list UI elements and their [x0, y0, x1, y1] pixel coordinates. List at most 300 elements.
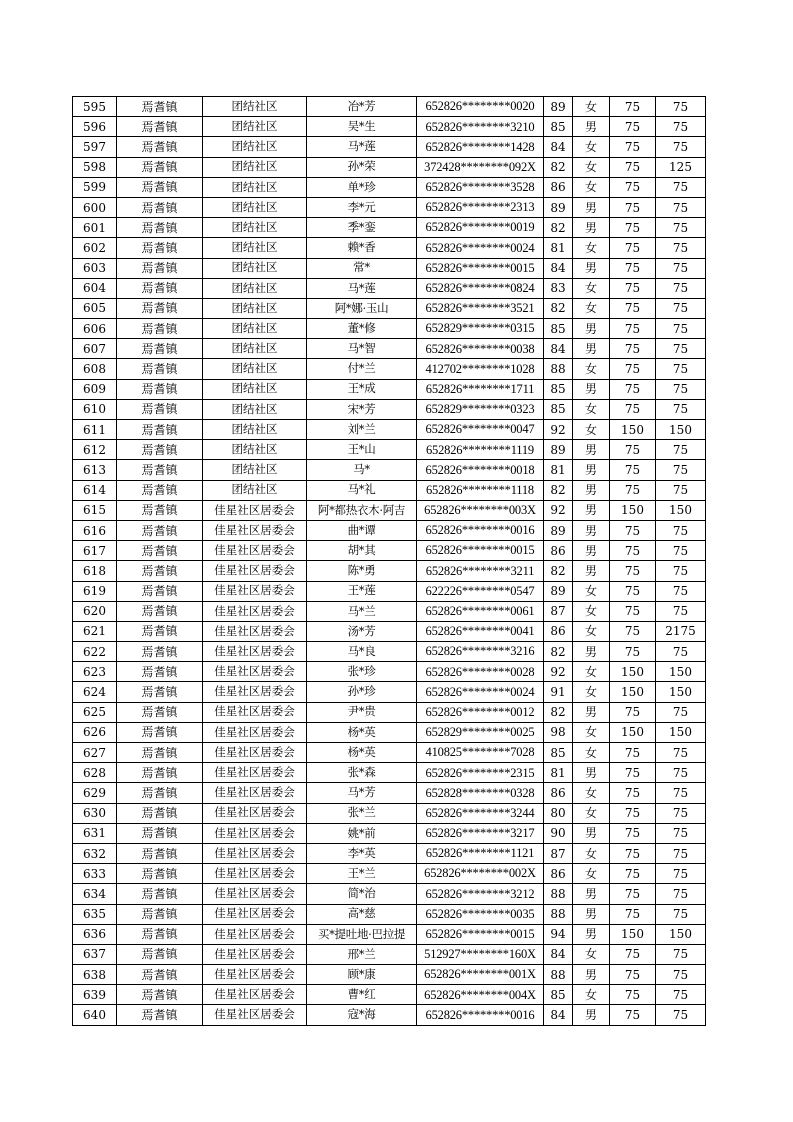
community-name-cell: 佳星社区居委会: [203, 884, 307, 904]
age-cell: 84: [544, 258, 573, 278]
total-subsidy-cell: 75: [656, 137, 706, 157]
person-name-cell: 马*: [307, 460, 417, 480]
town-name-cell: 焉耆镇: [117, 480, 203, 500]
monthly-subsidy-cell: 75: [610, 238, 656, 258]
gender-cell: 女: [573, 803, 610, 823]
monthly-subsidy-cell: 75: [610, 298, 656, 318]
monthly-subsidy-cell: 150: [610, 662, 656, 682]
row-number-cell: 629: [73, 783, 117, 803]
monthly-subsidy-cell: 75: [610, 541, 656, 561]
community-name-cell: 团结社区: [203, 197, 307, 217]
monthly-subsidy-cell: 75: [610, 117, 656, 137]
row-number-cell: 595: [73, 97, 117, 117]
row-number-cell: 634: [73, 884, 117, 904]
community-name-cell: 团结社区: [203, 460, 307, 480]
monthly-subsidy-cell: 75: [610, 339, 656, 359]
monthly-subsidy-cell: 75: [610, 218, 656, 238]
town-name-cell: 焉耆镇: [117, 561, 203, 581]
town-name-cell: 焉耆镇: [117, 965, 203, 985]
age-cell: 84: [544, 1005, 573, 1025]
gender-cell: 男: [573, 924, 610, 944]
person-name-cell: 胡*其: [307, 541, 417, 561]
gender-cell: 男: [573, 561, 610, 581]
row-number-cell: 609: [73, 379, 117, 399]
monthly-subsidy-cell: 75: [610, 480, 656, 500]
town-name-cell: 焉耆镇: [117, 157, 203, 177]
person-name-cell: 寇*海: [307, 1005, 417, 1025]
total-subsidy-cell: 75: [656, 177, 706, 197]
town-name-cell: 焉耆镇: [117, 500, 203, 520]
id-number-cell: 652826********003X: [417, 500, 544, 520]
monthly-subsidy-cell: 75: [610, 702, 656, 722]
gender-cell: 女: [573, 722, 610, 742]
row-number-cell: 615: [73, 500, 117, 520]
id-number-cell: 652826********2315: [417, 763, 544, 783]
total-subsidy-cell: 75: [656, 944, 706, 964]
age-cell: 88: [544, 884, 573, 904]
community-name-cell: 佳星社区居委会: [203, 601, 307, 621]
gender-cell: 女: [573, 359, 610, 379]
monthly-subsidy-cell: 75: [610, 965, 656, 985]
community-name-cell: 团结社区: [203, 399, 307, 419]
person-name-cell: 赖*香: [307, 238, 417, 258]
monthly-subsidy-cell: 75: [610, 904, 656, 924]
total-subsidy-cell: 75: [656, 520, 706, 540]
monthly-subsidy-cell: 75: [610, 642, 656, 662]
id-number-cell: 652826********0824: [417, 278, 544, 298]
town-name-cell: 焉耆镇: [117, 238, 203, 258]
table-row: [73, 319, 706, 339]
community-name-cell: 佳星社区居委会: [203, 944, 307, 964]
age-cell: 87: [544, 601, 573, 621]
person-name-cell: 阿*都热衣木·阿吉: [307, 500, 417, 520]
table-row: [73, 480, 706, 500]
community-name-cell: 佳星社区居委会: [203, 904, 307, 924]
monthly-subsidy-cell: 75: [610, 601, 656, 621]
town-name-cell: 焉耆镇: [117, 420, 203, 440]
total-subsidy-cell: 75: [656, 359, 706, 379]
table-row: [73, 985, 706, 1005]
town-name-cell: 焉耆镇: [117, 278, 203, 298]
community-name-cell: 佳星社区居委会: [203, 662, 307, 682]
gender-cell: 女: [573, 601, 610, 621]
age-cell: 88: [544, 965, 573, 985]
id-number-cell: 652826********0016: [417, 520, 544, 540]
town-name-cell: 焉耆镇: [117, 218, 203, 238]
age-cell: 88: [544, 359, 573, 379]
person-name-cell: 李*元: [307, 197, 417, 217]
table-row: [73, 763, 706, 783]
row-number-cell: 628: [73, 763, 117, 783]
total-subsidy-cell: 75: [656, 601, 706, 621]
community-name-cell: 佳星社区居委会: [203, 702, 307, 722]
person-name-cell: 张*森: [307, 763, 417, 783]
gender-cell: 男: [573, 884, 610, 904]
gender-cell: 男: [573, 117, 610, 137]
table-row: [73, 339, 706, 359]
gender-cell: 男: [573, 339, 610, 359]
monthly-subsidy-cell: 75: [610, 1005, 656, 1025]
total-subsidy-cell: 75: [656, 743, 706, 763]
total-subsidy-cell: 75: [656, 561, 706, 581]
total-subsidy-cell: 75: [656, 460, 706, 480]
row-number-cell: 610: [73, 399, 117, 419]
gender-cell: 女: [573, 843, 610, 863]
person-name-cell: 张*兰: [307, 803, 417, 823]
town-name-cell: 焉耆镇: [117, 783, 203, 803]
row-number-cell: 600: [73, 197, 117, 217]
monthly-subsidy-cell: 75: [610, 803, 656, 823]
total-subsidy-cell: 150: [656, 500, 706, 520]
total-subsidy-cell: 75: [656, 258, 706, 278]
table-row: [73, 561, 706, 581]
gender-cell: 男: [573, 763, 610, 783]
row-number-cell: 598: [73, 157, 117, 177]
town-name-cell: 焉耆镇: [117, 379, 203, 399]
row-number-cell: 621: [73, 621, 117, 641]
age-cell: 85: [544, 399, 573, 419]
town-name-cell: 焉耆镇: [117, 944, 203, 964]
community-name-cell: 佳星社区居委会: [203, 803, 307, 823]
total-subsidy-cell: 150: [656, 682, 706, 702]
table-row: [73, 642, 706, 662]
community-name-cell: 佳星社区居委会: [203, 843, 307, 863]
id-number-cell: 652826********1711: [417, 379, 544, 399]
table-row: [73, 177, 706, 197]
person-name-cell: 马*礼: [307, 480, 417, 500]
community-name-cell: 佳星社区居委会: [203, 621, 307, 641]
id-number-cell: 652826********0041: [417, 621, 544, 641]
gender-cell: 男: [573, 440, 610, 460]
community-name-cell: 佳星社区居委会: [203, 924, 307, 944]
row-number-cell: 620: [73, 601, 117, 621]
person-name-cell: 王*成: [307, 379, 417, 399]
table-row: [73, 258, 706, 278]
age-cell: 92: [544, 420, 573, 440]
monthly-subsidy-cell: 75: [610, 137, 656, 157]
town-name-cell: 焉耆镇: [117, 319, 203, 339]
row-number-cell: 617: [73, 541, 117, 561]
table-row: [73, 924, 706, 944]
table-row: [73, 500, 706, 520]
monthly-subsidy-cell: 75: [610, 440, 656, 460]
total-subsidy-cell: 75: [656, 783, 706, 803]
town-name-cell: 焉耆镇: [117, 924, 203, 944]
gender-cell: 男: [573, 520, 610, 540]
community-name-cell: 团结社区: [203, 420, 307, 440]
age-cell: 86: [544, 621, 573, 641]
gender-cell: 男: [573, 823, 610, 843]
community-name-cell: 佳星社区居委会: [203, 783, 307, 803]
age-cell: 82: [544, 480, 573, 500]
total-subsidy-cell: 75: [656, 238, 706, 258]
id-number-cell: 652829********0315: [417, 319, 544, 339]
id-number-cell: 652826********004X: [417, 985, 544, 1005]
total-subsidy-cell: 75: [656, 440, 706, 460]
age-cell: 84: [544, 944, 573, 964]
gender-cell: 女: [573, 985, 610, 1005]
table-row: [73, 965, 706, 985]
row-number-cell: 597: [73, 137, 117, 157]
id-number-cell: 652826********3244: [417, 803, 544, 823]
community-name-cell: 团结社区: [203, 298, 307, 318]
id-number-cell: 652826********0018: [417, 460, 544, 480]
row-number-cell: 599: [73, 177, 117, 197]
person-name-cell: 马*芳: [307, 783, 417, 803]
table-row: [73, 379, 706, 399]
monthly-subsidy-cell: 75: [610, 278, 656, 298]
id-number-cell: 652826********0016: [417, 1005, 544, 1025]
row-number-cell: 603: [73, 258, 117, 278]
monthly-subsidy-cell: 75: [610, 763, 656, 783]
person-name-cell: 阿*娜·玉山: [307, 298, 417, 318]
gender-cell: 男: [573, 642, 610, 662]
town-name-cell: 焉耆镇: [117, 722, 203, 742]
id-number-cell: 652826********1428: [417, 137, 544, 157]
table-row: [73, 823, 706, 843]
id-number-cell: 652826********0047: [417, 420, 544, 440]
table-row: [73, 541, 706, 561]
person-name-cell: 马*智: [307, 339, 417, 359]
id-number-cell: 652826********3211: [417, 561, 544, 581]
community-name-cell: 团结社区: [203, 379, 307, 399]
monthly-subsidy-cell: 75: [610, 197, 656, 217]
community-name-cell: 团结社区: [203, 319, 307, 339]
person-name-cell: 汤*芳: [307, 621, 417, 641]
person-name-cell: 孙*荣: [307, 157, 417, 177]
town-name-cell: 焉耆镇: [117, 864, 203, 884]
gender-cell: 女: [573, 621, 610, 641]
id-number-cell: 652826********0024: [417, 682, 544, 702]
total-subsidy-cell: 75: [656, 803, 706, 823]
town-name-cell: 焉耆镇: [117, 1005, 203, 1025]
gender-cell: 女: [573, 581, 610, 601]
community-name-cell: 团结社区: [203, 157, 307, 177]
row-number-cell: 631: [73, 823, 117, 843]
id-number-cell: 652826********0061: [417, 601, 544, 621]
person-name-cell: 常*: [307, 258, 417, 278]
gender-cell: 男: [573, 965, 610, 985]
community-name-cell: 团结社区: [203, 177, 307, 197]
total-subsidy-cell: 75: [656, 843, 706, 863]
town-name-cell: 焉耆镇: [117, 298, 203, 318]
monthly-subsidy-cell: 75: [610, 97, 656, 117]
id-number-cell: 652826********3210: [417, 117, 544, 137]
person-name-cell: 宋*芳: [307, 399, 417, 419]
row-number-cell: 605: [73, 298, 117, 318]
table-row: [73, 157, 706, 177]
total-subsidy-cell: 75: [656, 642, 706, 662]
id-number-cell: 652829********0025: [417, 722, 544, 742]
town-name-cell: 焉耆镇: [117, 985, 203, 1005]
person-name-cell: 马*兰: [307, 601, 417, 621]
id-number-cell: 652826********3521: [417, 298, 544, 318]
community-name-cell: 佳星社区居委会: [203, 581, 307, 601]
age-cell: 94: [544, 924, 573, 944]
row-number-cell: 611: [73, 420, 117, 440]
table-row: [73, 904, 706, 924]
monthly-subsidy-cell: 75: [610, 379, 656, 399]
table-row: [73, 662, 706, 682]
gender-cell: 女: [573, 399, 610, 419]
id-number-cell: 652826********3212: [417, 884, 544, 904]
table-row: [73, 197, 706, 217]
age-cell: 83: [544, 278, 573, 298]
gender-cell: 男: [573, 904, 610, 924]
row-number-cell: 618: [73, 561, 117, 581]
id-number-cell: 410825********7028: [417, 743, 544, 763]
age-cell: 84: [544, 339, 573, 359]
id-number-cell: 652826********1118: [417, 480, 544, 500]
gender-cell: 女: [573, 662, 610, 682]
age-cell: 82: [544, 642, 573, 662]
total-subsidy-cell: 75: [656, 904, 706, 924]
table-row: [73, 420, 706, 440]
monthly-subsidy-cell: 75: [610, 460, 656, 480]
community-name-cell: 团结社区: [203, 238, 307, 258]
table-row: [73, 682, 706, 702]
row-number-cell: 635: [73, 904, 117, 924]
row-number-cell: 633: [73, 864, 117, 884]
age-cell: 88: [544, 904, 573, 924]
town-name-cell: 焉耆镇: [117, 662, 203, 682]
monthly-subsidy-cell: 150: [610, 924, 656, 944]
community-name-cell: 佳星社区居委会: [203, 561, 307, 581]
row-number-cell: 602: [73, 238, 117, 258]
table-row: [73, 218, 706, 238]
community-name-cell: 佳星社区居委会: [203, 985, 307, 1005]
age-cell: 85: [544, 743, 573, 763]
community-name-cell: 团结社区: [203, 137, 307, 157]
town-name-cell: 焉耆镇: [117, 399, 203, 419]
row-number-cell: 638: [73, 965, 117, 985]
town-name-cell: 焉耆镇: [117, 177, 203, 197]
gender-cell: 女: [573, 944, 610, 964]
person-name-cell: 简*治: [307, 884, 417, 904]
table-row: [73, 743, 706, 763]
row-number-cell: 612: [73, 440, 117, 460]
community-name-cell: 团结社区: [203, 480, 307, 500]
row-number-cell: 608: [73, 359, 117, 379]
total-subsidy-cell: 75: [656, 339, 706, 359]
gender-cell: 男: [573, 197, 610, 217]
table-row: [73, 399, 706, 419]
age-cell: 82: [544, 561, 573, 581]
total-subsidy-cell: 75: [656, 379, 706, 399]
person-name-cell: 王*兰: [307, 864, 417, 884]
row-number-cell: 622: [73, 642, 117, 662]
id-number-cell: 512927********160X: [417, 944, 544, 964]
gender-cell: 女: [573, 97, 610, 117]
person-name-cell: 冶*芳: [307, 97, 417, 117]
total-subsidy-cell: 75: [656, 399, 706, 419]
age-cell: 86: [544, 864, 573, 884]
town-name-cell: 焉耆镇: [117, 682, 203, 702]
total-subsidy-cell: 75: [656, 97, 706, 117]
community-name-cell: 团结社区: [203, 117, 307, 137]
table-row: [73, 359, 706, 379]
monthly-subsidy-cell: 75: [610, 520, 656, 540]
community-name-cell: 佳星社区居委会: [203, 682, 307, 702]
person-name-cell: 孙*珍: [307, 682, 417, 702]
total-subsidy-cell: 150: [656, 662, 706, 682]
id-number-cell: 652826********3217: [417, 823, 544, 843]
age-cell: 82: [544, 298, 573, 318]
person-name-cell: 董*修: [307, 319, 417, 339]
table-row: [73, 843, 706, 863]
town-name-cell: 焉耆镇: [117, 541, 203, 561]
age-cell: 92: [544, 500, 573, 520]
total-subsidy-cell: 150: [656, 722, 706, 742]
row-number-cell: 626: [73, 722, 117, 742]
town-name-cell: 焉耆镇: [117, 359, 203, 379]
town-name-cell: 焉耆镇: [117, 743, 203, 763]
table-row: [73, 944, 706, 964]
community-name-cell: 佳星社区居委会: [203, 763, 307, 783]
total-subsidy-cell: 75: [656, 541, 706, 561]
person-name-cell: 买*提吐地·巴拉提: [307, 924, 417, 944]
age-cell: 89: [544, 197, 573, 217]
town-name-cell: 焉耆镇: [117, 884, 203, 904]
id-number-cell: 622226********0547: [417, 581, 544, 601]
monthly-subsidy-cell: 75: [610, 399, 656, 419]
total-subsidy-cell: 75: [656, 965, 706, 985]
row-number-cell: 606: [73, 319, 117, 339]
total-subsidy-cell: 75: [656, 864, 706, 884]
town-name-cell: 焉耆镇: [117, 581, 203, 601]
table-row: [73, 581, 706, 601]
gender-cell: 女: [573, 137, 610, 157]
id-number-cell: 652826********1121: [417, 843, 544, 863]
row-number-cell: 624: [73, 682, 117, 702]
town-name-cell: 焉耆镇: [117, 803, 203, 823]
id-number-cell: 412702********1028: [417, 359, 544, 379]
town-name-cell: 焉耆镇: [117, 823, 203, 843]
community-name-cell: 佳星社区居委会: [203, 823, 307, 843]
age-cell: 82: [544, 157, 573, 177]
id-number-cell: 652826********2313: [417, 197, 544, 217]
age-cell: 82: [544, 218, 573, 238]
community-name-cell: 佳星社区居委会: [203, 1005, 307, 1025]
gender-cell: 女: [573, 157, 610, 177]
row-number-cell: 614: [73, 480, 117, 500]
table-row: [73, 298, 706, 318]
total-subsidy-cell: 75: [656, 823, 706, 843]
person-name-cell: 季*銮: [307, 218, 417, 238]
table-row: [73, 1005, 706, 1025]
row-number-cell: 613: [73, 460, 117, 480]
age-cell: 82: [544, 702, 573, 722]
table-row: [73, 702, 706, 722]
person-name-cell: 吴*生: [307, 117, 417, 137]
town-name-cell: 焉耆镇: [117, 702, 203, 722]
community-name-cell: 佳星社区居委会: [203, 722, 307, 742]
monthly-subsidy-cell: 150: [610, 682, 656, 702]
total-subsidy-cell: 75: [656, 480, 706, 500]
town-name-cell: 焉耆镇: [117, 763, 203, 783]
person-name-cell: 付*兰: [307, 359, 417, 379]
community-name-cell: 佳星社区居委会: [203, 743, 307, 763]
community-name-cell: 团结社区: [203, 218, 307, 238]
town-name-cell: 焉耆镇: [117, 339, 203, 359]
monthly-subsidy-cell: 75: [610, 621, 656, 641]
town-name-cell: 焉耆镇: [117, 621, 203, 641]
person-name-cell: 邢*兰: [307, 944, 417, 964]
table-row: [73, 864, 706, 884]
table-body: [73, 97, 706, 1026]
age-cell: 81: [544, 238, 573, 258]
community-name-cell: 佳星社区居委会: [203, 642, 307, 662]
